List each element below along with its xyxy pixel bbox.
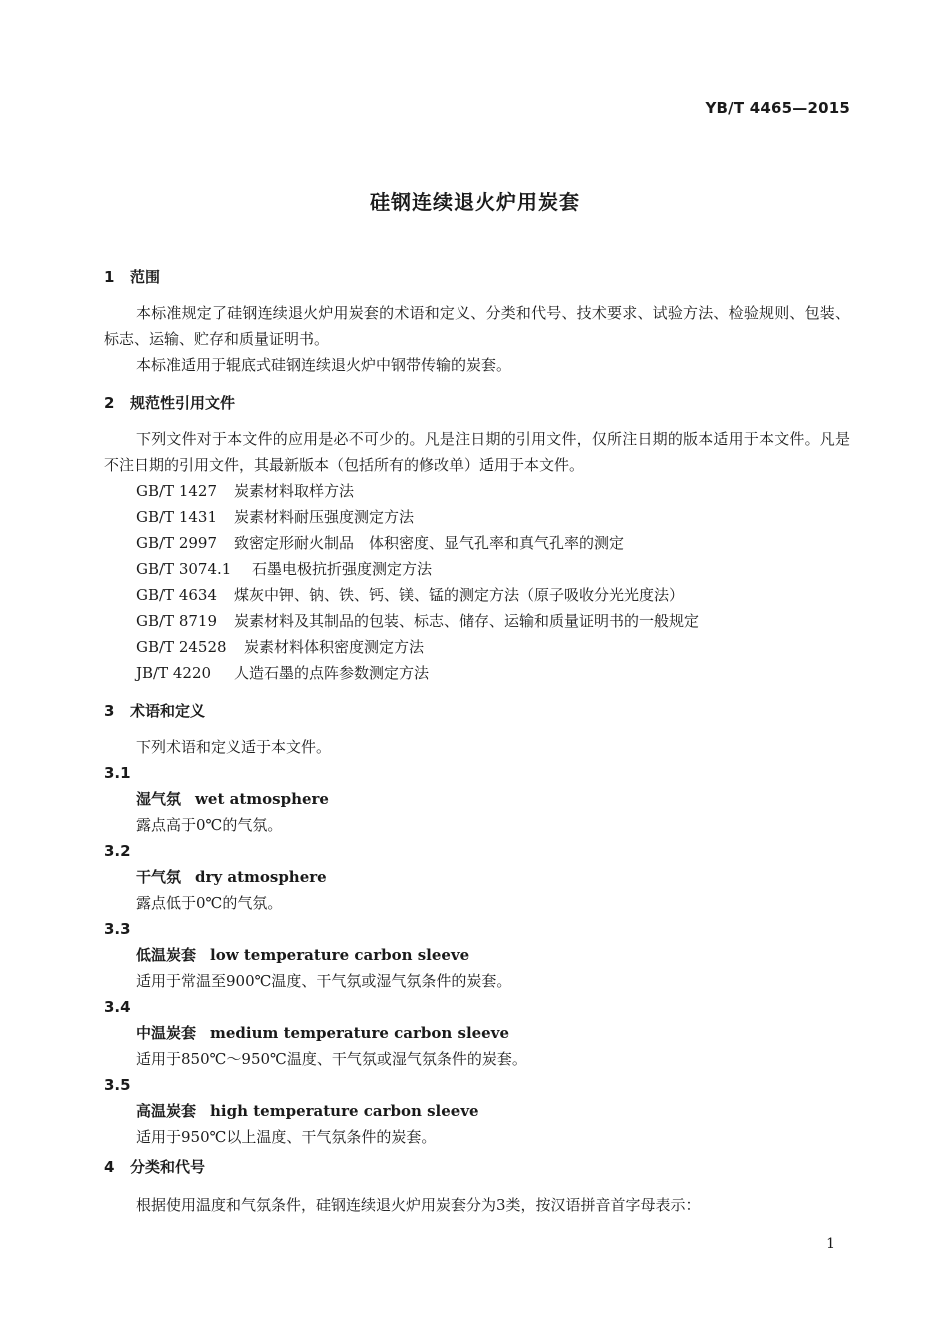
term-definition: 适用于950℃以上温度、干气氛条件的炭套。 [136, 1128, 437, 1146]
section-title: 范围 [130, 268, 161, 286]
reference-item [104, 504, 850, 530]
term-number: 3.4 [104, 998, 131, 1016]
reference-item [104, 478, 850, 504]
section-number: 3 [104, 702, 115, 720]
section-number: 1 [104, 268, 115, 286]
section-4-heading [104, 1154, 850, 1180]
section-title: 规范性引用文件 [130, 394, 236, 412]
reference-code: GB/T 4634 [136, 586, 218, 604]
term-zh: 高温炭套 [136, 1102, 197, 1120]
term-en: medium temperature carbon sleeve [210, 1024, 509, 1042]
term-zh: 干气氛 [136, 868, 182, 886]
term-definition: 露点高于0℃的气氛。 [136, 816, 283, 834]
section-title: 术语和定义 [130, 702, 206, 720]
section-2-paragraph-1: 下列文件对于本文件的应用是必不可少的。凡是注日期的引用文件，仅所注日期的版本适用于本文件。凡是不注日期的引用文件，其最新版本（包括所有的修改单）适用于本文件。 [104, 430, 850, 474]
section-number: 4 [104, 1158, 115, 1176]
reference-item [104, 530, 850, 556]
reference-item [104, 660, 850, 686]
reference-code: GB/T 8719 [136, 612, 218, 630]
reference-item [104, 556, 850, 582]
section-3-heading [104, 698, 850, 724]
section-1-heading [104, 264, 850, 290]
section-number: 2 [104, 394, 115, 412]
reference-name: 煤灰中钾、钠、铁、钙、镁、锰的测定方法（原子吸收分光光度法） [234, 586, 685, 604]
reference-item [104, 582, 850, 608]
term-zh: 湿气氛 [136, 790, 182, 808]
term-number: 3.2 [104, 842, 131, 860]
term-en: high temperature carbon sleeve [210, 1102, 479, 1120]
reference-code: GB/T 24528 [136, 638, 227, 656]
section-4-paragraph-1: 根据使用温度和气氛条件，硅钢连续退火炉用炭套分为3类，按汉语拼音首字母表示： [136, 1196, 701, 1214]
reference-code: GB/T 2997 [136, 534, 218, 552]
term-definition: 露点低于0℃的气氛。 [136, 894, 283, 912]
document-title: 硅钢连续退火炉用炭套 [370, 190, 580, 214]
header-code: YB/T 4465—2015 [705, 99, 850, 117]
term-zh: 低温炭套 [136, 946, 197, 964]
section-1-paragraph-1: 本标准规定了硅钢连续退火炉用炭套的术语和定义、分类和代号、技术要求、试验方法、检验规则、包装、标志、运输、贮存和质量证明书。 [104, 304, 850, 348]
reference-name: 炭素材料体积密度测定方法 [244, 638, 425, 656]
reference-name: 致密定形耐火制品 体积密度、显气孔率和真气孔率的测定 [234, 534, 625, 552]
reference-name: 石墨电极抗折强度测定方法 [252, 560, 433, 578]
document-body [104, 264, 850, 1218]
section-3-paragraph-1: 下列术语和定义适于本文件。 [136, 738, 332, 756]
term-heading [104, 864, 850, 890]
reference-name: 人造石墨的点阵参数测定方法 [234, 664, 430, 682]
term-number: 3.5 [104, 1076, 131, 1094]
term-en: dry atmosphere [195, 868, 327, 886]
term-heading [104, 1098, 850, 1124]
reference-list [104, 478, 850, 686]
reference-code: GB/T 1427 [136, 482, 218, 500]
term-zh: 中温炭套 [136, 1024, 197, 1042]
reference-item [104, 608, 850, 634]
term-number: 3.1 [104, 764, 131, 782]
term-en: wet atmosphere [195, 790, 329, 808]
term-heading [104, 786, 850, 812]
term-heading [104, 1020, 850, 1046]
page-number: 1 [826, 1236, 835, 1252]
reference-name: 炭素材料耐压强度测定方法 [234, 508, 415, 526]
reference-name: 炭素材料取样方法 [234, 482, 355, 500]
term-number: 3.3 [104, 920, 131, 938]
reference-name: 炭素材料及其制品的包装、标志、储存、运输和质量证明书的一般规定 [234, 612, 700, 630]
reference-code: GB/T 3074.1 [136, 560, 232, 578]
term-en: low temperature carbon sleeve [210, 946, 470, 964]
section-2-heading [104, 390, 850, 416]
reference-item [104, 634, 850, 660]
term-definition: 适用于850℃～950℃温度、干气氛或湿气氛条件的炭套。 [136, 1050, 527, 1068]
term-definition: 适用于常温至900℃温度、干气氛或湿气氛条件的炭套。 [136, 972, 512, 990]
reference-code: JB/T 4220 [136, 664, 212, 682]
section-1-paragraph-2: 本标准适用于辊底式硅钢连续退火炉中钢带传输的炭套。 [136, 356, 512, 374]
section-title: 分类和代号 [130, 1158, 206, 1176]
reference-code: GB/T 1431 [136, 508, 218, 526]
term-heading [104, 942, 850, 968]
